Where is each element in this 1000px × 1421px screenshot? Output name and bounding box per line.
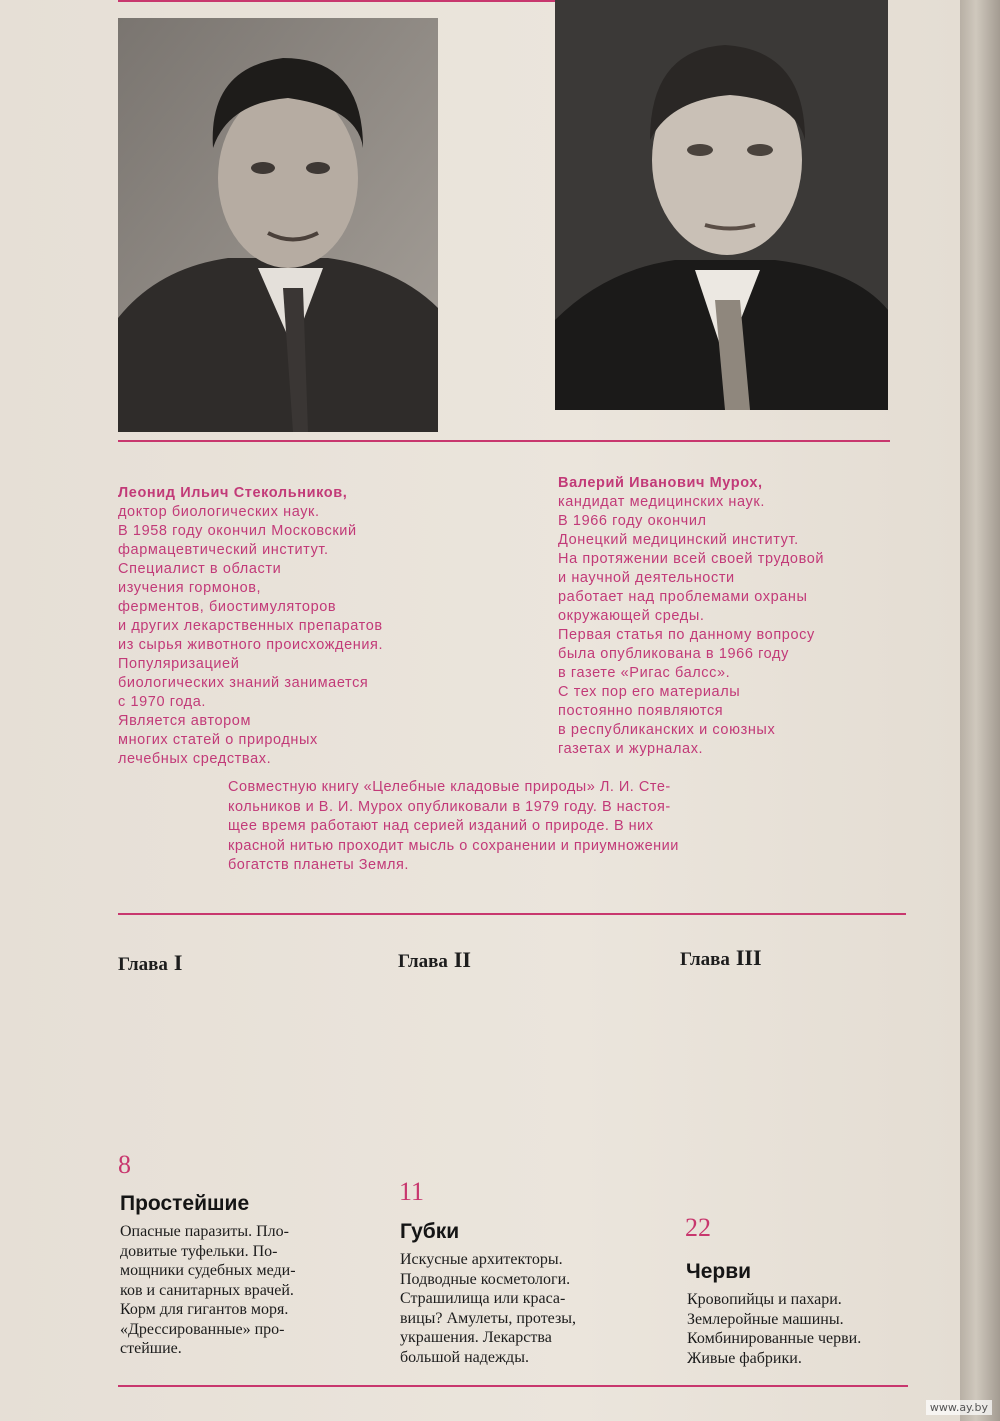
desc-line: украшения. Лекарства [400, 1329, 552, 1346]
note-line: кольников и В. И. Мурох опубликовали в 1979 году. В настоя- [228, 798, 671, 815]
note-line: Совместную книгу «Целебные кладовые природы» Л. И. Сте- [228, 779, 671, 795]
watermark: www.ay.by [926, 1400, 992, 1415]
bio-line: фармацевтический институт. [118, 542, 329, 558]
desc-line: мощники судебных меди- [120, 1262, 296, 1279]
chapter-2-label [398, 947, 471, 973]
bio-line: кандидат медицинских наук. [558, 494, 765, 510]
author-photo-1 [118, 18, 438, 432]
desc-line: Комбинированные черви. [687, 1330, 862, 1347]
desc-line: довитые туфельки. По- [120, 1242, 278, 1260]
bio-line: Первая статья по данному вопросу [558, 627, 815, 643]
chapter-word: Глава [680, 949, 730, 970]
desc-line: стейшие. [120, 1340, 182, 1357]
book-spine-edge [960, 0, 1000, 1421]
desc-line: Подводные косметологи. [400, 1270, 571, 1288]
bio-line: изучения гормонов, [118, 580, 262, 596]
chapter-3-label [680, 945, 762, 971]
bio-line: газетах и журналах. [558, 741, 704, 757]
chapter-1-description [120, 1222, 296, 1359]
joint-book-note [228, 778, 808, 876]
bio-line: Популяризацией [118, 656, 240, 672]
bio-line: Является автором [118, 713, 252, 729]
author-bio-2 [558, 474, 824, 759]
bio-line: окружающей среды. [558, 608, 705, 624]
chapter-roman: III [735, 945, 762, 970]
desc-line: Живые фабрики. [687, 1349, 802, 1367]
note-line: щее время работают над серией изданий о природе. В них [228, 818, 654, 834]
chapter-1-label [118, 950, 182, 976]
desc-line: Опасные паразиты. Пло- [120, 1223, 289, 1240]
desc-line: большой надежды. [400, 1348, 529, 1366]
note-line: богатств планеты Земля. [228, 857, 409, 873]
chapter-3-description [687, 1290, 861, 1368]
bio-line: в республиканских и союзных [558, 722, 776, 738]
bio-line: доктор биологических наук. [118, 504, 320, 520]
chapter-word: Глава [118, 954, 168, 975]
rule-under-photos [118, 440, 890, 442]
desc-line: Землеройные машины. [687, 1310, 844, 1328]
chapter-roman: II [453, 947, 471, 972]
author-name-2: Валерий Иванович Мурох, [558, 475, 763, 491]
bio-line: лечебных средствах. [118, 751, 272, 767]
bio-line: в газете «Ригас балсс». [558, 665, 731, 681]
bio-line: работает над проблемами охраны [558, 589, 808, 605]
bio-line: многих статей о природных [118, 732, 318, 748]
bio-line: ферментов, биостимуляторов [118, 599, 337, 615]
chapter-2-description [400, 1250, 576, 1367]
desc-line: «Дрессированные» про- [120, 1320, 285, 1338]
bio-line: и научной деятельности [558, 570, 735, 586]
bio-line: С тех пор его материалы [558, 684, 741, 700]
author-bio-1 [118, 484, 383, 769]
desc-line: ков и санитарных врачей. [120, 1281, 294, 1299]
desc-line: Страшилища или краса- [400, 1290, 566, 1307]
chapter-word: Глава [398, 951, 448, 972]
bio-line: биологических знаний занимается [118, 675, 369, 691]
desc-line: Кровопийцы и пахари. [687, 1291, 842, 1308]
author-photo-2 [555, 0, 888, 410]
chapter-roman: I [173, 950, 183, 975]
bio-line: В 1966 году окончил [558, 513, 707, 529]
bio-line: с 1970 года. [118, 694, 207, 710]
chapter-3-page-number: 22 [685, 1213, 711, 1242]
desc-line: вицы? Амулеты, протезы, [400, 1309, 577, 1327]
bio-line: постоянно появляются [558, 703, 724, 719]
bottom-rule [118, 1385, 908, 1387]
bio-line: Специалист в области [118, 561, 282, 577]
author-name-1: Леонид Ильич Стекольников, [118, 485, 348, 501]
note-line: красной нитью проходит мысль о сохранении и приумножении [228, 837, 679, 854]
bio-line: из сырья животного происхождения. [118, 637, 384, 653]
chapter-1-title: Простейшие [120, 1192, 250, 1215]
bio-line: была опубликована в 1966 году [558, 646, 789, 662]
chapter-1-page-number: 8 [118, 1150, 131, 1179]
bio-line: и других лекарственных препаратов [118, 618, 383, 634]
chapter-3-title: Черви [686, 1260, 752, 1283]
rule-above-chapters [118, 913, 906, 915]
desc-line: Искусные архитекторы. [400, 1251, 563, 1268]
bio-line: На протяжении всей своей трудовой [558, 551, 825, 567]
bio-line: Донецкий медицинский институт. [558, 532, 799, 548]
desc-line: Корм для гигантов моря. [120, 1301, 289, 1318]
chapter-2-title: Губки [400, 1220, 460, 1243]
chapter-2-page-number: 11 [399, 1177, 425, 1206]
bio-line: В 1958 году окончил Московский [118, 523, 357, 539]
